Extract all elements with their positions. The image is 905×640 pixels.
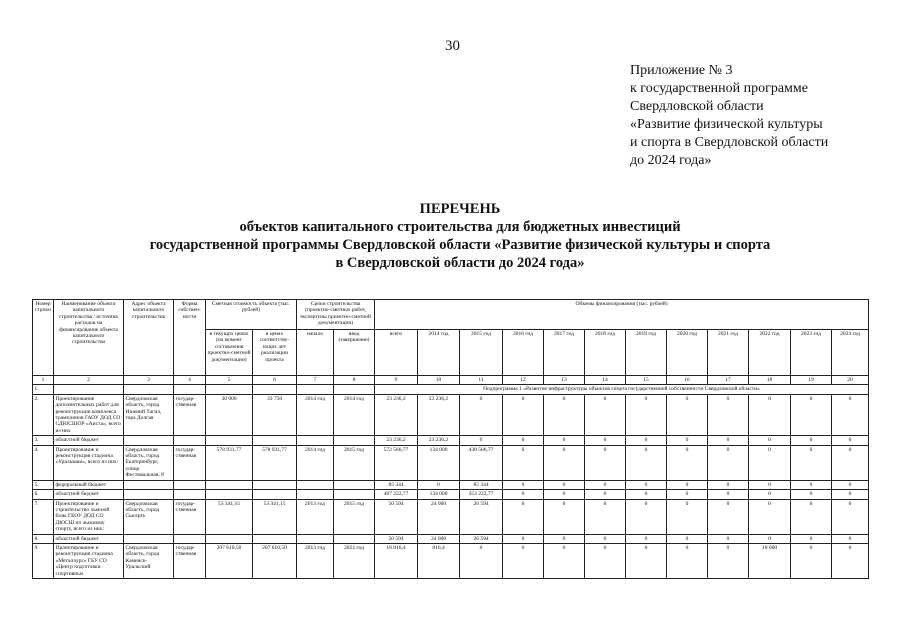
year-value: 134 000 bbox=[418, 490, 460, 499]
year-value: 816,4 bbox=[418, 543, 460, 578]
year-value: 0 bbox=[418, 480, 460, 489]
year-value: 0 bbox=[626, 436, 667, 445]
column-number: 7 bbox=[297, 376, 334, 385]
header-volumes: Объемы финансирования (тыс. рублей) bbox=[375, 300, 869, 330]
end-year: 2022 год bbox=[334, 543, 375, 578]
header-year: 2024 год bbox=[832, 330, 869, 376]
column-number: 2 bbox=[54, 376, 124, 385]
year-value: 0 bbox=[544, 490, 585, 499]
cost-forecast bbox=[253, 490, 297, 499]
year-value: 24 000 bbox=[418, 499, 460, 534]
cost-forecast bbox=[253, 436, 297, 445]
column-number: 14 bbox=[585, 376, 626, 385]
object-address bbox=[124, 436, 174, 445]
investment-table bbox=[32, 299, 869, 579]
year-value: 0 bbox=[667, 436, 708, 445]
year-value: 0 bbox=[708, 445, 749, 480]
year-value: 0 bbox=[791, 445, 832, 480]
year-value: 0 bbox=[832, 480, 869, 489]
column-number: 16 bbox=[667, 376, 708, 385]
year-value: 85 344 bbox=[460, 480, 503, 489]
table-row bbox=[33, 490, 869, 499]
subprogram-title: Подпрограмма 1 «Развитие инфраструктуры объектов спорта государственной собственности Свердловской области» bbox=[375, 385, 869, 394]
cost-current: 30 000 bbox=[206, 394, 253, 435]
column-number: 19 bbox=[791, 376, 832, 385]
year-value: 134 000 bbox=[418, 445, 460, 480]
year-value: 0 bbox=[832, 534, 869, 543]
year-value: 0 bbox=[503, 436, 544, 445]
appendix-line: Приложение № 3 bbox=[630, 63, 733, 78]
appendix-line: и спорта в Свердловской области bbox=[630, 135, 829, 150]
column-number: 17 bbox=[708, 376, 749, 385]
year-value: 0 bbox=[708, 499, 749, 534]
year-value: 0 bbox=[667, 534, 708, 543]
end-year bbox=[334, 534, 375, 543]
year-value: 26 594 bbox=[460, 534, 503, 543]
column-number: 1 bbox=[33, 376, 54, 385]
row-number: 9. bbox=[33, 543, 54, 578]
title-line: объектов капитального строительства для бюджетных инвестиций bbox=[239, 219, 681, 235]
column-number: 15 bbox=[626, 376, 667, 385]
year-value: 0 bbox=[460, 394, 503, 435]
header-year: 2020 год bbox=[667, 330, 708, 376]
year-value: 0 bbox=[749, 394, 791, 435]
start-year: 2014 год bbox=[297, 394, 334, 435]
year-value: 23 236,2 bbox=[418, 394, 460, 435]
column-number: 18 bbox=[749, 376, 791, 385]
year-value: 0 bbox=[749, 534, 791, 543]
year-value: 0 bbox=[832, 394, 869, 435]
appendix-note bbox=[630, 62, 828, 170]
year-value: 0 bbox=[749, 445, 791, 480]
row-number: 8. bbox=[33, 534, 54, 543]
year-value: 0 bbox=[791, 543, 832, 578]
empty-cell bbox=[174, 385, 206, 394]
table-row bbox=[33, 543, 869, 578]
column-number: 20 bbox=[832, 376, 869, 385]
empty-cell bbox=[206, 385, 253, 394]
year-value: 0 bbox=[667, 480, 708, 489]
total-value: 572 566,77 bbox=[375, 445, 418, 480]
appendix-line: до 2024 года» bbox=[630, 153, 712, 168]
year-value: 0 bbox=[503, 499, 544, 534]
ownership-form: государ- ственная bbox=[174, 394, 206, 435]
cost-current: 207 610,50 bbox=[206, 543, 253, 578]
start-year bbox=[297, 436, 334, 445]
header-year: 2021 год bbox=[708, 330, 749, 376]
year-value: 0 bbox=[832, 490, 869, 499]
year-value: 0 bbox=[626, 480, 667, 489]
header-year: 2014 год bbox=[418, 330, 460, 376]
column-number: 4 bbox=[174, 376, 206, 385]
empty-cell bbox=[253, 385, 297, 394]
title-line: в Свердловской области до 2024 года» bbox=[335, 255, 585, 271]
header-year: 2022 год bbox=[749, 330, 791, 376]
year-value: 0 bbox=[503, 490, 544, 499]
column-number: 8 bbox=[334, 376, 375, 385]
total-value: 10 816,4 bbox=[375, 543, 418, 578]
cost-forecast: 207 610,50 bbox=[253, 543, 297, 578]
ownership-form bbox=[174, 534, 206, 543]
column-number: 13 bbox=[544, 376, 585, 385]
header-object-name: Наименование объекта капитального строительства / источник расходов на финансирование объекта капитального строительства bbox=[54, 300, 124, 376]
total-value: 487 222,77 bbox=[375, 490, 418, 499]
ownership-form bbox=[174, 490, 206, 499]
header-year: 2019 год bbox=[626, 330, 667, 376]
year-value: 0 bbox=[626, 543, 667, 578]
empty-cell bbox=[54, 385, 124, 394]
year-value: 24 000 bbox=[418, 534, 460, 543]
table-row bbox=[33, 436, 869, 445]
header-year: 2015 год bbox=[460, 330, 503, 376]
column-number: 3 bbox=[124, 376, 174, 385]
year-value: 0 bbox=[626, 394, 667, 435]
end-year: 2014 год bbox=[334, 394, 375, 435]
year-value: 0 bbox=[585, 445, 626, 480]
year-value: 0 bbox=[544, 394, 585, 435]
header-ownership: Форма собствен- ности bbox=[174, 300, 206, 376]
column-number: 5 bbox=[206, 376, 253, 385]
start-year: 2014 год bbox=[297, 445, 334, 480]
object-name: областной бюджет bbox=[54, 436, 124, 445]
row-number: 4. bbox=[33, 445, 54, 480]
year-value: 0 bbox=[791, 394, 832, 435]
cost-current bbox=[206, 534, 253, 543]
page-number: 30 bbox=[445, 38, 460, 54]
year-value: 0 bbox=[749, 490, 791, 499]
year-value: 0 bbox=[832, 445, 869, 480]
start-year bbox=[297, 490, 334, 499]
end-year bbox=[334, 480, 375, 489]
year-value: 0 bbox=[708, 534, 749, 543]
object-address: Свердловская область, город Нижний Тагил, гора Долгая bbox=[124, 394, 174, 435]
header-address: Адрес объекта капитального строительства bbox=[124, 300, 174, 376]
header-year: 2017 год bbox=[544, 330, 585, 376]
header-end: ввод (завершение) bbox=[334, 330, 375, 376]
object-name: Проектирование дополнительных работ для реконструкции комплекса трамплинов ГАОУ ДОД СО СДЮСШОР «Аиста», всего из них bbox=[54, 394, 124, 435]
object-name: Проектирование и строительство лыжной базы ГБОУ ДОД СО ДЮСШ по лыжному спорту, всего из них: bbox=[54, 499, 124, 534]
cost-forecast: 33 750 bbox=[253, 394, 297, 435]
header-year: всего bbox=[375, 330, 418, 376]
year-value: 26 594 bbox=[460, 499, 503, 534]
cost-current: 53 341,15 bbox=[206, 499, 253, 534]
year-value: 0 bbox=[667, 394, 708, 435]
column-number: 12 bbox=[503, 376, 544, 385]
year-value: 0 bbox=[585, 534, 626, 543]
object-address bbox=[124, 490, 174, 499]
year-value: 0 bbox=[708, 543, 749, 578]
year-value: 0 bbox=[791, 534, 832, 543]
cost-forecast bbox=[253, 480, 297, 489]
ownership-form bbox=[174, 436, 206, 445]
total-value: 50 594 bbox=[375, 499, 418, 534]
start-year bbox=[297, 480, 334, 489]
year-value: 0 bbox=[667, 445, 708, 480]
start-year: 2013 год bbox=[297, 543, 334, 578]
year-value: 0 bbox=[503, 543, 544, 578]
empty-cell bbox=[334, 385, 375, 394]
year-value: 0 bbox=[791, 436, 832, 445]
header-cost-current: в текущих ценах (на момент составления проектно-сметной документации) bbox=[206, 330, 253, 376]
year-value: 0 bbox=[585, 543, 626, 578]
row-number: 1. bbox=[33, 385, 54, 394]
document-title bbox=[60, 200, 860, 272]
header-start: начало bbox=[297, 330, 334, 376]
header-row-number: Номер строки bbox=[33, 300, 54, 376]
column-number: 6 bbox=[253, 376, 297, 385]
cost-current bbox=[206, 480, 253, 489]
cost-forecast: 578 931,77 bbox=[253, 445, 297, 480]
appendix-line: к государственной программе bbox=[630, 81, 808, 96]
year-value: 0 bbox=[585, 436, 626, 445]
cost-current: 578 931,77 bbox=[206, 445, 253, 480]
end-year bbox=[334, 490, 375, 499]
object-address: Свердловская область, город Екатеринбург, улица Фестивальная, 8 bbox=[124, 445, 174, 480]
table-row bbox=[33, 499, 869, 534]
header-year: 2023 год bbox=[791, 330, 832, 376]
end-year: 2015 год bbox=[334, 499, 375, 534]
header-year: 2018 год bbox=[585, 330, 626, 376]
object-address: Свердловская область, город Каменск-Уральский bbox=[124, 543, 174, 578]
cost-current bbox=[206, 490, 253, 499]
column-number: 11 bbox=[460, 376, 503, 385]
year-value: 0 bbox=[791, 480, 832, 489]
object-name: областной бюджет bbox=[54, 534, 124, 543]
start-year: 2013 год bbox=[297, 499, 334, 534]
table-row bbox=[33, 480, 869, 489]
ownership-form: государ- ственная bbox=[174, 543, 206, 578]
title-line: государственной программы Свердловской области «Развитие физической культуры и спорта bbox=[149, 237, 771, 253]
end-year bbox=[334, 436, 375, 445]
empty-cell bbox=[297, 385, 334, 394]
year-value: 0 bbox=[749, 499, 791, 534]
year-value: 0 bbox=[791, 499, 832, 534]
year-value: 0 bbox=[832, 499, 869, 534]
row-number: 6. bbox=[33, 490, 54, 499]
empty-cell bbox=[124, 385, 174, 394]
object-address bbox=[124, 480, 174, 489]
table-row bbox=[33, 385, 869, 394]
year-value: 0 bbox=[503, 445, 544, 480]
year-value: 0 bbox=[626, 445, 667, 480]
year-value: 0 bbox=[749, 480, 791, 489]
table-row bbox=[33, 394, 869, 435]
year-value: 0 bbox=[503, 394, 544, 435]
year-value: 0 bbox=[708, 490, 749, 499]
object-address: Свердловская область, город Сысерть bbox=[124, 499, 174, 534]
row-number: 5. bbox=[33, 480, 54, 489]
year-value: 0 bbox=[832, 543, 869, 578]
year-value: 0 bbox=[626, 490, 667, 499]
year-value: 0 bbox=[667, 543, 708, 578]
header-cost: Сметная стоимость объекта (тыс. рублей) bbox=[206, 300, 297, 330]
year-value: 0 bbox=[503, 480, 544, 489]
row-number: 7. bbox=[33, 499, 54, 534]
year-value: 0 bbox=[667, 490, 708, 499]
ownership-form bbox=[174, 480, 206, 489]
appendix-line: Свердловской области bbox=[630, 99, 764, 114]
cost-forecast bbox=[253, 534, 297, 543]
column-number: 9 bbox=[375, 376, 418, 385]
year-value: 0 bbox=[544, 436, 585, 445]
end-year: 2015 год bbox=[334, 445, 375, 480]
appendix-line: «Развитие физической культуры bbox=[630, 117, 823, 132]
year-value: 0 bbox=[667, 499, 708, 534]
year-value: 0 bbox=[460, 543, 503, 578]
row-number: 2. bbox=[33, 394, 54, 435]
header-terms: Сроки строительства (проектно-сметных работ, экспертизы проектно-сметной документации) bbox=[297, 300, 375, 330]
year-value: 438 566,77 bbox=[460, 445, 503, 480]
title-line: ПЕРЕЧЕНЬ bbox=[419, 201, 501, 217]
year-value: 0 bbox=[460, 436, 503, 445]
column-number: 10 bbox=[418, 376, 460, 385]
total-value: 50 594 bbox=[375, 534, 418, 543]
object-name: Проектирование и реконструкция стадиона «Металлург» ГБУ СО «Центр подготовки спортивных bbox=[54, 543, 124, 578]
object-address bbox=[124, 534, 174, 543]
cost-current bbox=[206, 436, 253, 445]
ownership-form: государ- ственная bbox=[174, 445, 206, 480]
year-value: 0 bbox=[544, 480, 585, 489]
year-value: 0 bbox=[708, 436, 749, 445]
year-value: 23 236,2 bbox=[418, 436, 460, 445]
table-row bbox=[33, 534, 869, 543]
cost-forecast: 53 341,15 bbox=[253, 499, 297, 534]
object-name: Проектирование и реконструкция стадиона «Уральмаш», всего из них: bbox=[54, 445, 124, 480]
year-value: 0 bbox=[708, 480, 749, 489]
year-value: 0 bbox=[832, 436, 869, 445]
total-value: 23 236,2 bbox=[375, 436, 418, 445]
year-value: 0 bbox=[585, 480, 626, 489]
object-name: федеральный бюджет bbox=[54, 480, 124, 489]
year-value: 0 bbox=[749, 436, 791, 445]
table-row bbox=[33, 445, 869, 480]
year-value: 0 bbox=[544, 445, 585, 480]
header-year: 2016 год bbox=[503, 330, 544, 376]
year-value: 0 bbox=[544, 534, 585, 543]
start-year bbox=[297, 534, 334, 543]
year-value: 0 bbox=[585, 499, 626, 534]
year-value: 0 bbox=[708, 394, 749, 435]
header-cost-forecast: в ценах соответству- ющих лет реализации проекта bbox=[253, 330, 297, 376]
year-value: 0 bbox=[626, 499, 667, 534]
year-value: 0 bbox=[544, 499, 585, 534]
year-value: 0 bbox=[585, 490, 626, 499]
year-value: 0 bbox=[544, 543, 585, 578]
object-name: областной бюджет bbox=[54, 490, 124, 499]
year-value: 0 bbox=[585, 394, 626, 435]
total-value: 85 344 bbox=[375, 480, 418, 489]
year-value: 10 000 bbox=[749, 543, 791, 578]
year-value: 0 bbox=[503, 534, 544, 543]
year-value: 0 bbox=[791, 490, 832, 499]
year-value: 0 bbox=[626, 534, 667, 543]
ownership-form: государ- ственная bbox=[174, 499, 206, 534]
row-number: 3. bbox=[33, 436, 54, 445]
year-value: 353 222,77 bbox=[460, 490, 503, 499]
total-value: 23 236,2 bbox=[375, 394, 418, 435]
